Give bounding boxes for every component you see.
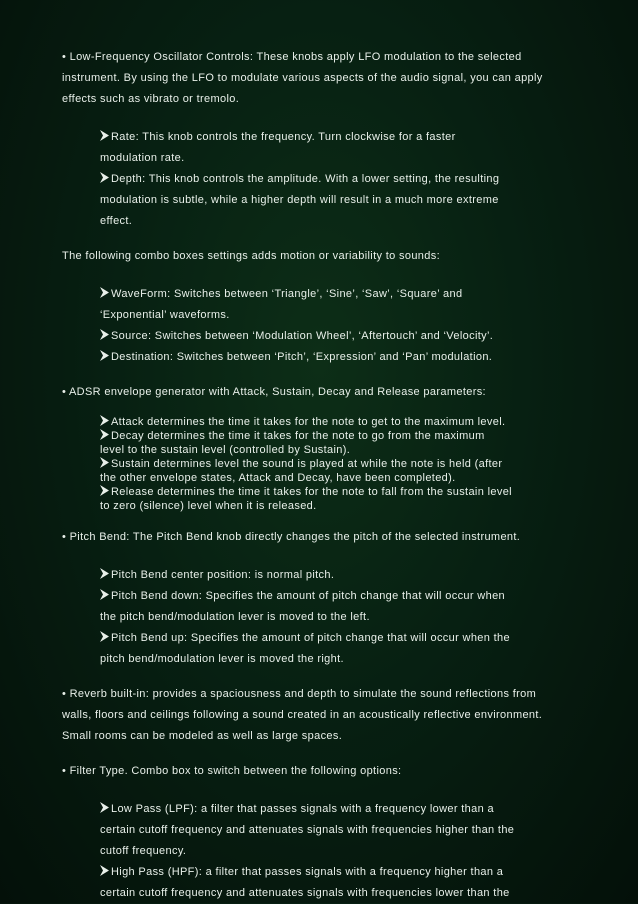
depth-text: modulation is subtle, while a higher depth will result in a much more extreme [100, 194, 499, 206]
decay-text: Decay determines the time it takes for the note to go from the maximum [111, 430, 485, 442]
destination-text: Destination: Switches between ‘Pitch’, ‘Expression’ and ‘Pan’ modulation. [111, 351, 493, 363]
pitch-intro: • Pitch Bend: The Pitch Bend knob directly changes the pitch of the selected instrument. [62, 531, 521, 543]
arrow-bullet-icon [100, 457, 109, 468]
filter-hpf-item [100, 862, 582, 904]
arrow-bullet-icon [100, 429, 109, 440]
decay-text: level to the sustain level (controlled by Sustain). [100, 444, 351, 456]
rate-text: Rate: This knob controls the frequency. Turn clockwise for a faster [111, 131, 456, 143]
hpf-text: High Pass (HPF): a filter that passes signals with a frequency higher than a [111, 866, 504, 878]
adsr-list [100, 415, 582, 513]
arrow-bullet-icon [100, 865, 109, 876]
waveform-text: ‘Exponential’ waveforms. [100, 309, 230, 321]
lfo-rate-item [100, 127, 582, 169]
rate-text: modulation rate. [100, 152, 185, 164]
arrow-bullet-icon [100, 485, 109, 496]
combo-source-item [100, 326, 582, 347]
combo-intro: The following combo boxes settings adds motion or variability to sounds: [62, 250, 440, 262]
reverb-paragraph [62, 684, 582, 747]
pitch-up-item [100, 628, 582, 670]
waveform-text: WaveForm: Switches between ‘Triangle’, ‘Sine’, ‘Saw’, ‘Square’ and [111, 288, 463, 300]
sustain-text: Sustain determines level the sound is played at while the note is held (after [111, 458, 503, 470]
lpf-text: certain cutoff frequency and attenuates signals with frequencies higher than the [100, 824, 515, 836]
pitch-up-text: Pitch Bend up: Specifies the amount of pitch change that will occur when the [111, 632, 510, 644]
arrow-bullet-icon [100, 802, 109, 813]
arrow-bullet-icon [100, 287, 109, 298]
arrow-bullet-icon [100, 329, 109, 340]
lfo-intro-line: instrument. By using the LFO to modulate various aspects of the audio signal, you can apply [62, 72, 543, 84]
arrow-bullet-icon [100, 568, 109, 579]
lpf-text: Low Pass (LPF): a filter that passes signals with a frequency lower than a [111, 803, 494, 815]
arrow-bullet-icon [100, 130, 109, 141]
reverb-line: walls, floors and ceilings following a sound created in an acoustically reflective environment. [62, 709, 543, 721]
pitch-up-text: pitch bend/modulation lever is moved the right. [100, 653, 344, 665]
release-text: Release determines the time it takes for the note to fall from the sustain level [111, 486, 512, 498]
document-page [62, 47, 582, 904]
depth-text: effect. [100, 215, 133, 227]
attack-text: Attack determines the time it takes for the note to get to the maximum level. [111, 416, 506, 428]
lfo-intro [62, 47, 582, 110]
arrow-bullet-icon [100, 415, 109, 426]
adsr-intro: • ADSR envelope generator with Attack, Sustain, Decay and Release parameters: [62, 386, 486, 398]
hpf-text: certain cutoff frequency and attenuates signals with frequencies lower than the [100, 887, 510, 899]
combo-waveform-item [100, 284, 582, 326]
lpf-text: cutoff frequency. [100, 845, 187, 857]
source-text: Source: Switches between ‘Modulation Wheel’, ‘Aftertouch’ and ‘Velocity’. [111, 330, 494, 342]
filter-intro: • Filter Type. Combo box to switch between the following options: [62, 765, 402, 777]
pitch-center-item [100, 565, 582, 586]
pitch-down-item [100, 586, 582, 628]
sustain-text: the other envelope states, Attack and Decay, have been completed). [100, 472, 456, 484]
arrow-bullet-icon [100, 631, 109, 642]
lfo-intro-line: effects such as vibrato or tremolo. [62, 93, 240, 105]
arrow-bullet-icon [100, 172, 109, 183]
arrow-bullet-icon [100, 589, 109, 600]
pitch-down-text: Pitch Bend down: Specifies the amount of pitch change that will occur when [111, 590, 506, 602]
arrow-bullet-icon [100, 350, 109, 361]
filter-lpf-item [100, 799, 582, 862]
release-text: to zero (silence) level when it is released. [100, 500, 317, 512]
reverb-line: Small rooms can be modeled as well as large spaces. [62, 730, 343, 742]
pitch-center-text: Pitch Bend center position: is normal pitch. [111, 569, 335, 581]
depth-text: Depth: This knob controls the amplitude. With a lower setting, the resulting [111, 173, 500, 185]
lfo-intro-line: • Low-Frequency Oscillator Controls: These knobs apply LFO modulation to the selected [62, 51, 522, 63]
lfo-depth-item [100, 169, 582, 232]
combo-destination-item [100, 347, 582, 368]
reverb-line: • Reverb built-in: provides a spaciousness and depth to simulate the sound reflections from [62, 688, 537, 700]
pitch-down-text: the pitch bend/modulation lever is moved to the left. [100, 611, 370, 623]
